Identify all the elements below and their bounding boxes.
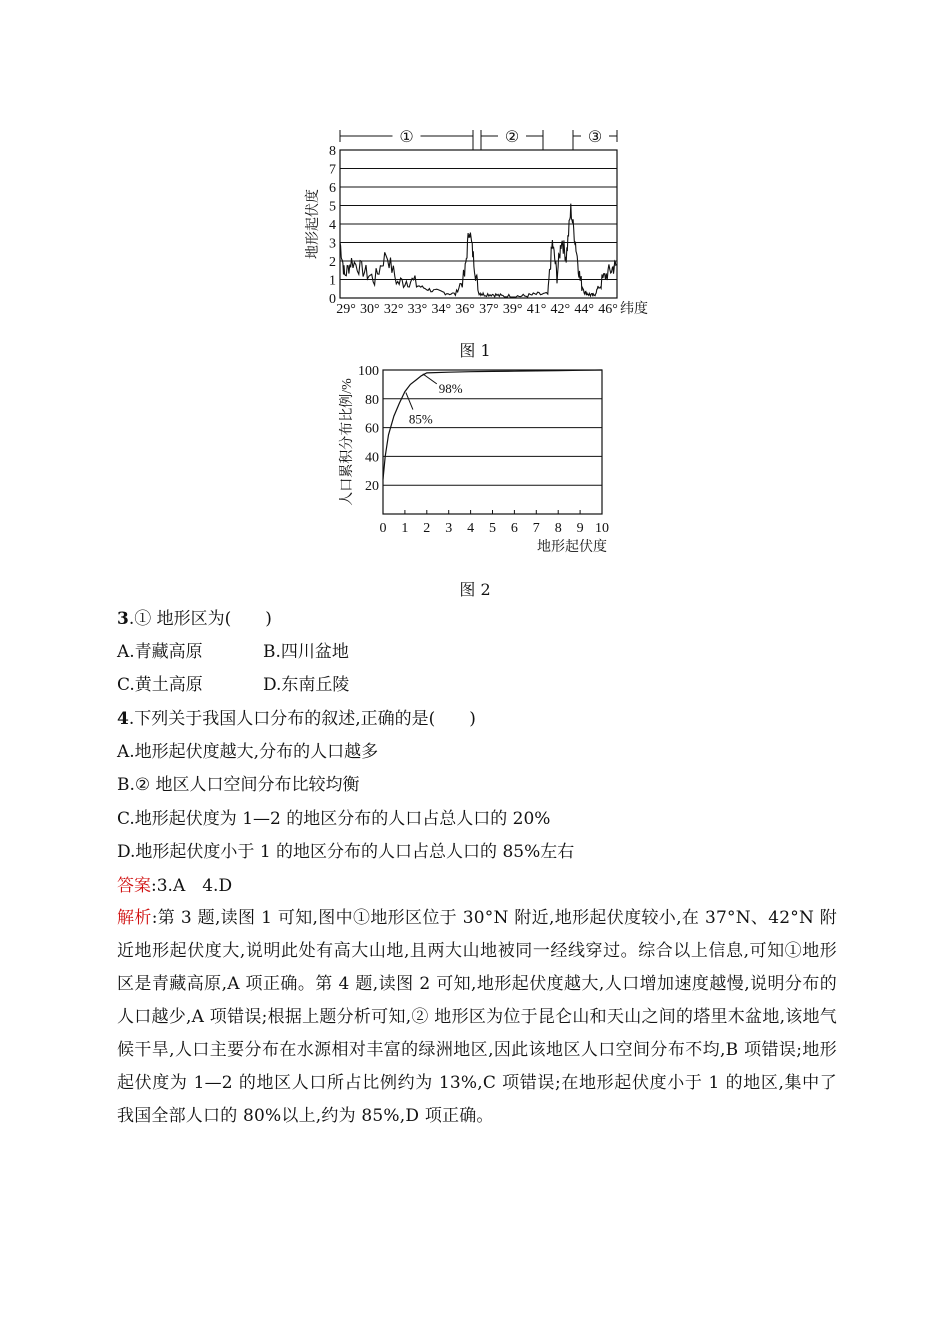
question-3-options-row1: [117, 642, 203, 662]
annotation-98: 98%: [438, 380, 463, 396]
explanation-text: :第 3 题,读图 1 可知,图中①地形区位于 30°N 附近,地形起伏度较小,在 37°N、42°N 附近地形起伏度大,说明此处有高大山地,且两大山地被同一经线穿过。综合以上信息,可知①地形区是青藏高原,A 项正确。第 4 题,读图 2 可知,地形起伏度越大,人口增加速度越慢,说明分布的人口越少,A 项错误;根据上题分析可知,② 地形区为位于昆仑山和天山之间的塔里木盆地,该地气候干旱,人口主要分布在水源相对丰富的绿洲地区,因此该地区人口空间分布不均,B 项错误;地形起伏度为 1—2 的地区人口所占比例约为 13%,C 项错误;在地形起伏度小于 1 的地区,集中了我国全部人口的 80%以上,约为 85%,D 项正确。: [117, 908, 837, 1126]
x-tick-label: 39°: [502, 302, 523, 317]
x-tick-label: 8: [554, 521, 562, 536]
question-4-number: 4: [117, 709, 129, 729]
question-4-option-d: D.地形起伏度小于 1 的地区分布的人口占总人口的 85%左右: [117, 842, 575, 862]
annotation-leader: [406, 393, 413, 410]
x-tick-label: 41°: [526, 302, 547, 317]
y-tick-label: 7: [329, 162, 336, 178]
question-4-stem: [117, 709, 476, 729]
x-tick-label: 10: [595, 521, 609, 536]
figure-1-chart: [0, 120, 950, 320]
figure-2-chart: [0, 358, 950, 558]
y-tick-label: 80: [365, 392, 379, 408]
x-tick-label: 9: [576, 521, 584, 536]
question-3-stem: [117, 609, 272, 629]
y-tick-label: 5: [329, 199, 336, 215]
y-tick-label: 40: [365, 450, 379, 466]
x-axis-label: 纬度: [620, 302, 648, 317]
region-label: ②: [504, 129, 520, 146]
y-axis-label: 地形起伏度: [306, 189, 321, 259]
question-3-option-c: C.黄土高原: [117, 675, 203, 695]
y-tick-label: 2: [329, 255, 336, 270]
x-tick-label: 37°: [479, 302, 499, 317]
y-tick-label: 4: [329, 218, 336, 233]
x-tick-label: 5: [489, 521, 496, 536]
y-tick-label: 6: [329, 181, 336, 196]
x-tick-label: 34°: [431, 302, 452, 317]
question-3-text: .① 地形区为( ): [128, 609, 272, 629]
x-tick-label: 46°: [598, 302, 618, 317]
region-label: ③: [587, 129, 603, 146]
answer-label: 答案: [117, 876, 151, 896]
y-tick-label: 60: [365, 421, 379, 437]
y-tick-label: 0: [329, 292, 336, 307]
y-tick-label: 1: [329, 273, 336, 289]
question-4-option-b: B.② 地区人口空间分布比较均衡: [117, 775, 360, 795]
x-tick-label: 33°: [407, 302, 428, 317]
question-3-option-b: B.四川盆地: [263, 642, 349, 662]
x-tick-label: 3: [445, 521, 453, 536]
figure-2: [0, 358, 950, 558]
question-4-option-c: C.地形起伏度为 1—2 的地区分布的人口占总人口的 20%: [117, 809, 551, 829]
y-tick-label: 8: [329, 144, 336, 159]
relief-series-line: [340, 204, 617, 297]
answer-line: [117, 876, 232, 896]
y-tick-label: 20: [365, 479, 379, 495]
explanation-label: 解析: [117, 908, 152, 928]
x-tick-label: 36°: [455, 302, 475, 317]
plot-frame: [383, 370, 602, 514]
x-tick-label: 42°: [550, 302, 571, 317]
figure-1-caption: 图 1: [459, 341, 491, 360]
x-tick-label: 1: [401, 521, 409, 536]
y-tick-label: 3: [329, 236, 336, 252]
x-tick-label: 44°: [574, 302, 594, 317]
figure-1: [0, 120, 950, 320]
region-label: ①: [399, 129, 414, 146]
question-3-option-a: A.青藏高原: [117, 642, 203, 662]
answer-text: :3.A 4.D: [151, 876, 233, 896]
x-tick-label: 32°: [383, 302, 404, 317]
annotation-85: 85%: [408, 411, 433, 427]
x-tick-label: 29°: [336, 302, 356, 317]
explanation: [117, 902, 837, 1133]
question-3-number: 3: [117, 609, 129, 629]
x-tick-label: 2: [423, 521, 431, 536]
y-axis-label: 人口累积分布比例/%: [340, 378, 355, 506]
question-4-text: .下列关于我国人口分布的叙述,正确的是( ): [128, 709, 476, 729]
question-3-option-d: D.东南丘陵: [263, 675, 350, 695]
x-tick-label: 7: [532, 521, 540, 536]
x-axis-label: 地形起伏度: [537, 540, 607, 555]
x-tick-label: 4: [467, 521, 475, 536]
figure-2-caption: 图 2: [459, 580, 491, 599]
y-tick-label: 100: [358, 364, 379, 379]
question-4-option-a: A.地形起伏度越大,分布的人口越多: [117, 742, 379, 762]
x-tick-label: 30°: [360, 302, 380, 317]
x-tick-label: 0: [379, 521, 387, 536]
x-tick-label: 6: [510, 521, 518, 536]
annotation-leader: [423, 374, 437, 384]
